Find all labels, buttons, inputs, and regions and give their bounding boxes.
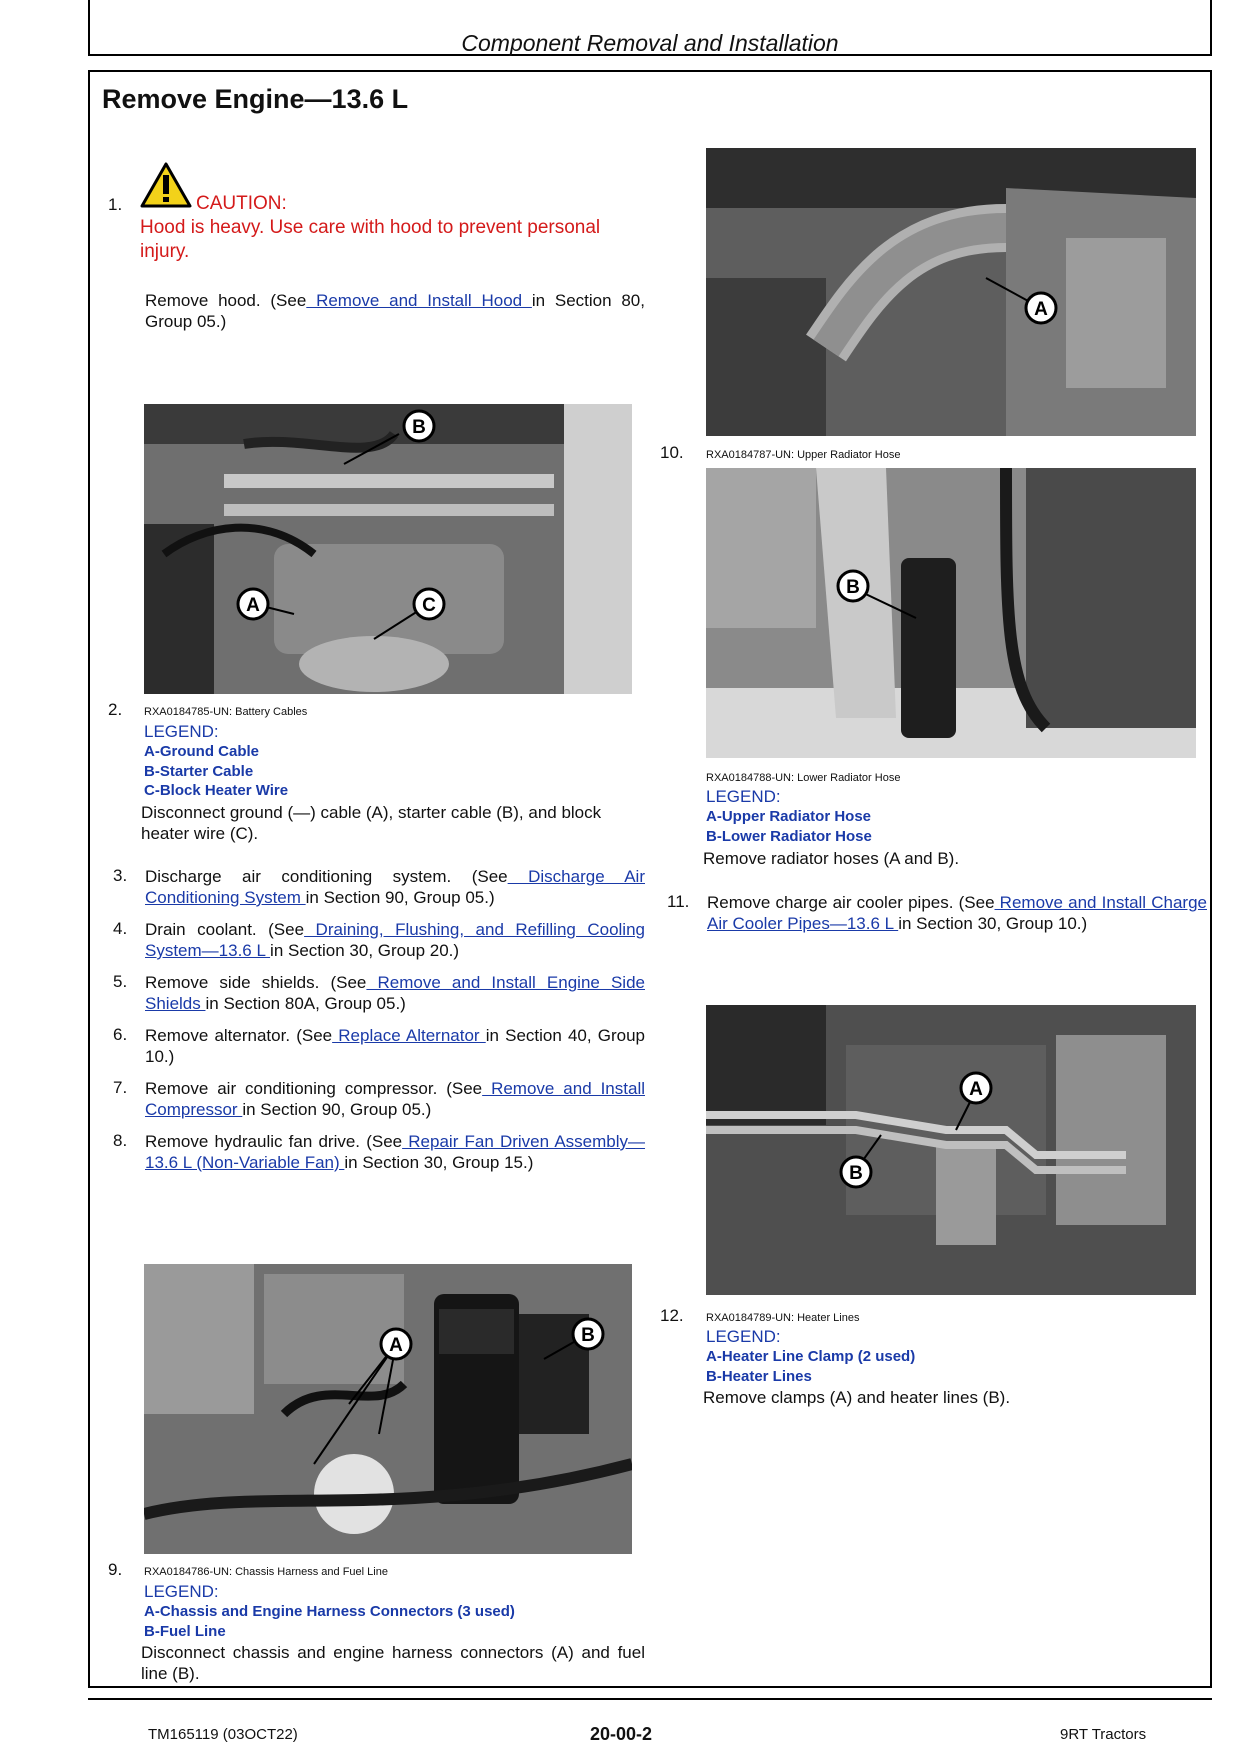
callout-b xyxy=(404,411,434,441)
step-number: 2. xyxy=(108,700,123,719)
page-title: Remove Engine—13.6 L xyxy=(102,84,409,114)
caution-text: Hood is heavy. Use care with hood to prevent personal injury. xyxy=(140,217,601,262)
section-header: Component Removal and Installation xyxy=(461,30,839,56)
step-number: 8. xyxy=(113,1131,128,1150)
photo-heater-lines xyxy=(706,1005,1196,1295)
svg-text:B: B xyxy=(849,1163,863,1184)
photo-battery-cables xyxy=(144,404,632,694)
step-text: Remove radiator hoses (A and B). xyxy=(703,849,960,868)
step-number: 1. xyxy=(108,195,123,214)
step-text xyxy=(145,290,645,332)
footer-rule xyxy=(88,1698,1212,1700)
callout-a xyxy=(961,1073,991,1103)
legend-item: B-Starter Cable xyxy=(144,763,254,780)
link-remove-install-hood[interactable]: Remove and Install Hood xyxy=(306,291,532,310)
step-text: Disconnect chassis and engine harness connectors (A) and fuel line (B). xyxy=(141,1643,645,1683)
step-text-post: in Section 30, Group 15.) xyxy=(344,1153,534,1172)
photo-chassis-harness-fuel-line xyxy=(144,1264,632,1554)
step-number: 5. xyxy=(113,972,128,991)
legend-label: LEGEND: xyxy=(144,722,219,741)
link-install-compressor[interactable]: Remove and Install Compressor xyxy=(145,1079,645,1119)
step-text-post: in Section 40, Group 10.) xyxy=(145,1026,646,1066)
photo-lower-radiator-hose xyxy=(706,468,1196,758)
step-number: 3. xyxy=(113,866,128,885)
step-text: Disconnect ground (—) cable (A), starter cable (B), and block heater wire (C). xyxy=(141,803,602,843)
callout-b xyxy=(841,1157,871,1187)
step-text-post: in Section 90, Group 05.) xyxy=(305,888,495,907)
figure-caption: RXA0184785-UN: Battery Cables xyxy=(144,706,308,718)
step-text-pre: Remove charge air cooler pipes. (See xyxy=(707,893,995,912)
link-charge-air-cooler-pipes[interactable]: Remove and Install Charge Air Cooler Pipes—13.6 L xyxy=(707,893,1207,933)
legend-item: A-Ground Cable xyxy=(144,743,259,760)
legend-item: B-Fuel Line xyxy=(144,1623,226,1640)
step-text-post: in Section 80A, Group 05.) xyxy=(205,994,406,1013)
step-text xyxy=(145,1131,645,1173)
link-fan-driven-assembly[interactable]: Repair Fan Driven Assembly—13.6 L (Non-Variable Fan) xyxy=(145,1132,646,1172)
step-text-pre: Remove hydraulic fan drive. (See xyxy=(145,1132,403,1151)
svg-text:A: A xyxy=(969,1079,983,1100)
link-side-shields[interactable]: Remove and Install Engine Side Shields xyxy=(145,973,645,1013)
step-text-pre: Drain coolant. (See xyxy=(145,920,305,939)
footer-product: 9RT Tractors xyxy=(1060,1726,1147,1743)
callout-c xyxy=(414,589,444,619)
legend-item: A-Upper Radiator Hose xyxy=(706,808,872,825)
svg-text:B: B xyxy=(581,1325,595,1346)
step-text-pre: Discharge air conditioning system. (See xyxy=(145,867,508,886)
legend-label: LEGEND: xyxy=(706,1327,781,1346)
legend-item: B-Lower Radiator Hose xyxy=(706,828,872,845)
legend-item: A-Chassis and Engine Harness Connectors (3 used) xyxy=(144,1603,515,1620)
photo-upper-radiator-hose xyxy=(706,148,1196,436)
step-number: 12. xyxy=(660,1306,684,1325)
callout-b xyxy=(838,571,868,601)
legend-label: LEGEND: xyxy=(706,787,781,806)
callout-b xyxy=(573,1319,603,1349)
figure-caption: RXA0184787-UN: Upper Radiator Hose xyxy=(706,449,901,461)
caution-label: CAUTION: xyxy=(196,193,287,214)
caution-triangle-icon xyxy=(140,162,192,213)
link-replace-alternator[interactable]: Replace Alternator xyxy=(332,1026,486,1045)
step-text xyxy=(145,1078,645,1120)
step-text-pre: Remove side shields. (See xyxy=(145,973,367,992)
step-text: Remove clamps (A) and heater lines (B). xyxy=(703,1388,1011,1407)
step-text-pre: Remove alternator. (See xyxy=(145,1026,333,1045)
step-text-post: in Section 80, Group 05.) xyxy=(145,291,645,331)
step-number: 10. xyxy=(660,443,684,462)
step-text-post: in Section 30, Group 10.) xyxy=(898,914,1088,933)
callout-a xyxy=(238,589,268,619)
svg-text:A: A xyxy=(389,1335,403,1356)
svg-text:A: A xyxy=(246,595,260,616)
svg-text:B: B xyxy=(846,577,860,598)
svg-text:A: A xyxy=(1034,299,1048,320)
step-text-pre: Remove hood. (See xyxy=(145,291,307,310)
step-text xyxy=(707,892,1207,934)
svg-text:B: B xyxy=(412,417,426,438)
legend-item: B-Heater Lines xyxy=(706,1368,812,1385)
step-text xyxy=(145,866,645,908)
step-number: 9. xyxy=(108,1560,123,1579)
legend-item: C-Block Heater Wire xyxy=(144,782,289,799)
svg-text:C: C xyxy=(422,595,436,616)
legend-label: LEGEND: xyxy=(144,1582,219,1601)
step-text-post: in Section 90, Group 05.) xyxy=(242,1100,432,1119)
link-discharge-ac[interactable]: Discharge Air Conditioning System xyxy=(145,867,645,907)
figure-caption: RXA0184788-UN: Lower Radiator Hose xyxy=(706,772,901,784)
footer-doc-id: TM165119 (03OCT22) xyxy=(148,1726,298,1743)
callout-a xyxy=(381,1329,411,1359)
footer-page-number: 20-00-2 xyxy=(590,1724,653,1744)
step-number: 11. xyxy=(667,892,690,911)
step-number: 6. xyxy=(113,1025,128,1044)
callout-a xyxy=(1026,293,1056,323)
legend-item: A-Heater Line Clamp (2 used) xyxy=(706,1348,916,1365)
step-text xyxy=(145,1025,645,1067)
step-number: 7. xyxy=(113,1078,128,1097)
figure-caption: RXA0184786-UN: Chassis Harness and Fuel Line xyxy=(144,1566,388,1578)
step-text-post: in Section 30, Group 20.) xyxy=(270,941,460,960)
step-text xyxy=(145,972,645,1014)
step-text xyxy=(145,919,645,961)
link-drain-coolant[interactable]: Draining, Flushing, and Refilling Cooling System—13.6 L xyxy=(145,920,645,960)
step-number: 4. xyxy=(113,919,128,938)
figure-caption: RXA0184789-UN: Heater Lines xyxy=(706,1312,860,1324)
step-text-pre: Remove air conditioning compressor. (See xyxy=(145,1079,483,1098)
